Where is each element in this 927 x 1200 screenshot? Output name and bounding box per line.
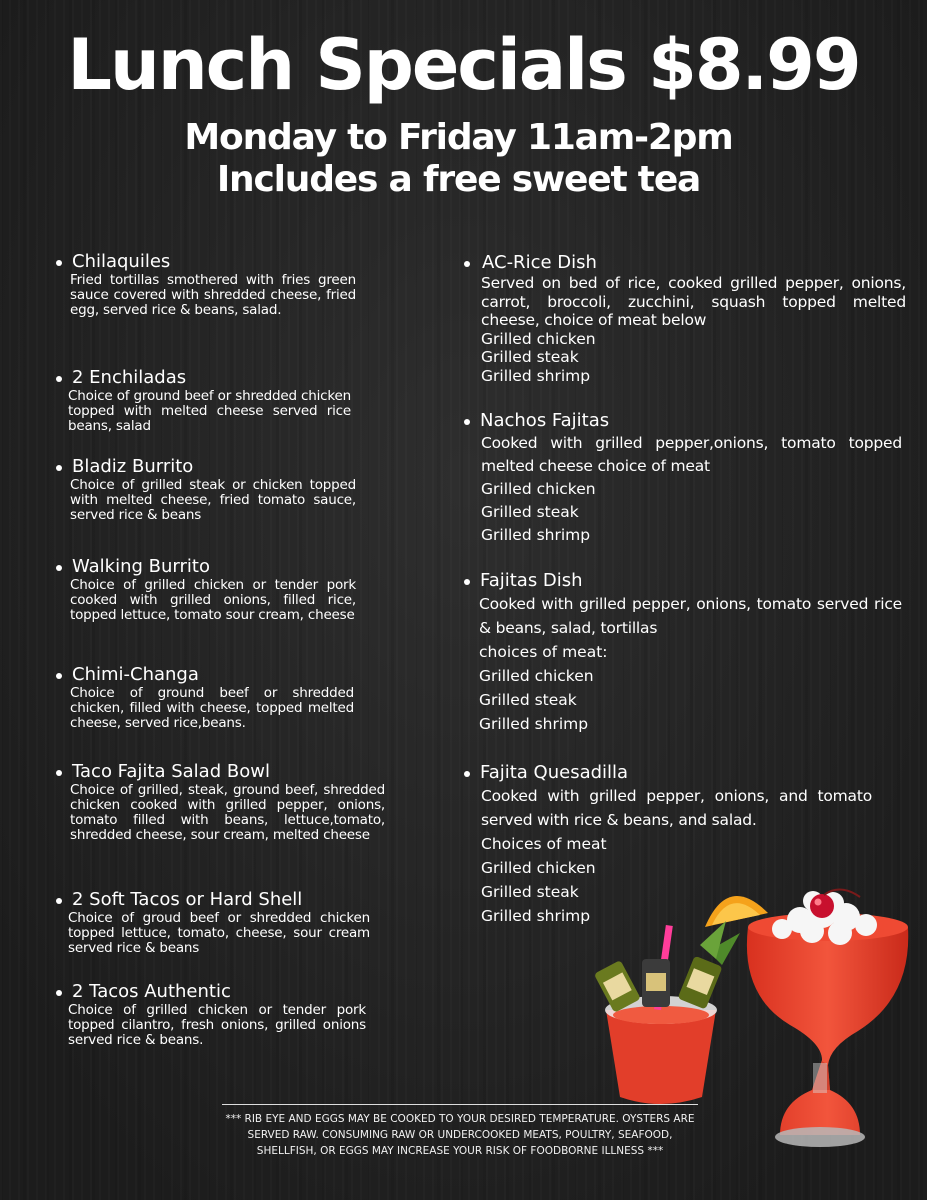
item-name: Taco Fajita Salad Bowl [54,761,385,783]
item-name: Fajitas Dish [462,570,906,592]
item-name: 2 Tacos Authentic [54,981,366,1003]
item-name: Walking Burrito [54,556,356,578]
free-tea-note: Includes a free sweet tea [216,159,701,200]
meat-option: Grilled shrimp [479,715,589,733]
menu-item-nachos-fajitas [462,410,906,547]
item-desc: Choice of ground beef or shredded chicken topped with melted cheese served rice beans, salad [68,388,351,434]
meat-option: Grilled shrimp [481,907,591,925]
item-desc: Fried tortillas smothered with fries green sauce covered with shredded cheese, fried egg, served rice & beans, salad. [70,272,356,318]
item-desc: Cooked with grilled pepper, onions, tomato served rice & beans, salad, tortillas [479,595,902,637]
menu-item-walking-burrito [54,556,356,623]
item-desc: Choice of grilled chicken or tender pork cooked with grilled onions, filled rice, topped lettuce, tomato sour cream, cheese [70,577,356,623]
menu-item-fajitas-dish [462,570,906,736]
meat-option: Grilled chicken [481,859,596,877]
small-drink-cup [594,921,740,1104]
item-name: 2 Enchiladas [54,367,351,389]
meat-option: Grilled steak [481,503,579,521]
item-name: Bladiz Burrito [54,456,356,478]
item-desc: Cooked with grilled pepper, onions, and tomato served with rice & beans, and salad. [481,787,872,829]
food-safety-disclaimer: *** RIB EYE AND EGGS MAY BE COOKED TO YOUR DESIRED TEMPERATURE. OYSTERS ARE SERVED RAW. CONSUMING RAW OR UNDERCOOKED MEATS, POULTRY, SEAFOOD, SHELLFISH, OR EGGS MAY INCREASE YOUR RISK OF FOODBORNE ILLNESS *** [222,1104,698,1159]
meat-option: Grilled shrimp [481,366,591,385]
item-desc: Choice of grilled steak or chicken topped with melted cheese, fried tomato sauce, served rice & beans [70,477,356,523]
item-name: 2 Soft Tacos or Hard Shell [54,889,370,911]
menu-item-soft-tacos [54,889,370,956]
page-title: Lunch Specials $8.99 [67,24,860,106]
meat-option: Grilled steak [481,883,579,901]
meat-option: Grilled steak [481,348,579,366]
menu-item-tacos-authentic [54,981,366,1048]
menu-item-enchiladas [54,367,351,434]
item-desc: Served on bed of rice, cooked grilled pepper, onions, carrot, broccoli, zucchini, squash topped melted cheese, choice of meat below [481,274,906,329]
meat-option: Grilled steak [479,691,577,709]
item-name: Chilaquiles [54,251,356,273]
item-desc: Choice of grilled chicken or tender pork topped cilantro, fresh onions, grilled onions served rice & beans. [68,1002,366,1048]
large-drink-glass [705,889,908,1147]
item-desc: Cooked with grilled pepper,onions, tomato topped melted cheese choice of meat [481,434,902,475]
item-name: Fajita Quesadilla [462,762,882,784]
meat-option: Grilled chicken [479,667,594,685]
item-name: AC-Rice Dish [462,252,906,274]
item-name: Nachos Fajitas [462,410,906,432]
menu-item-taco-fajita-salad-bowl [54,761,385,843]
menu-item-chimi-changa [54,664,354,731]
meat-option-heading: choices of meat: [479,643,608,661]
menu-item-bladiz-burrito [54,456,356,523]
meat-option-heading: Choices of meat [481,835,607,853]
item-desc: Choice of ground beef or shredded chicken, filled with cheese, topped melted cheese, served rice,beans. [70,685,354,731]
days-hours: Monday to Friday 11am-2pm [184,117,733,158]
meat-option: Grilled chicken [481,480,596,498]
meat-option: Grilled shrimp [481,526,591,544]
menu-item-ac-rice-dish [462,252,906,385]
item-desc: Choice of groud beef or shredded chicken topped lettuce, tomato, cheese, sour cream served rice & beans [68,910,370,956]
meat-option: Grilled chicken [481,329,596,348]
menu-item-chilaquiles [54,251,356,318]
item-name: Chimi-Changa [54,664,354,686]
item-desc: Choice of grilled, steak, ground beef, shredded chicken cooked with grilled pepper, onions, tomato filled with beans, lettuce,tomato, shredded cheese, sour cream, melted cheese [70,782,385,843]
